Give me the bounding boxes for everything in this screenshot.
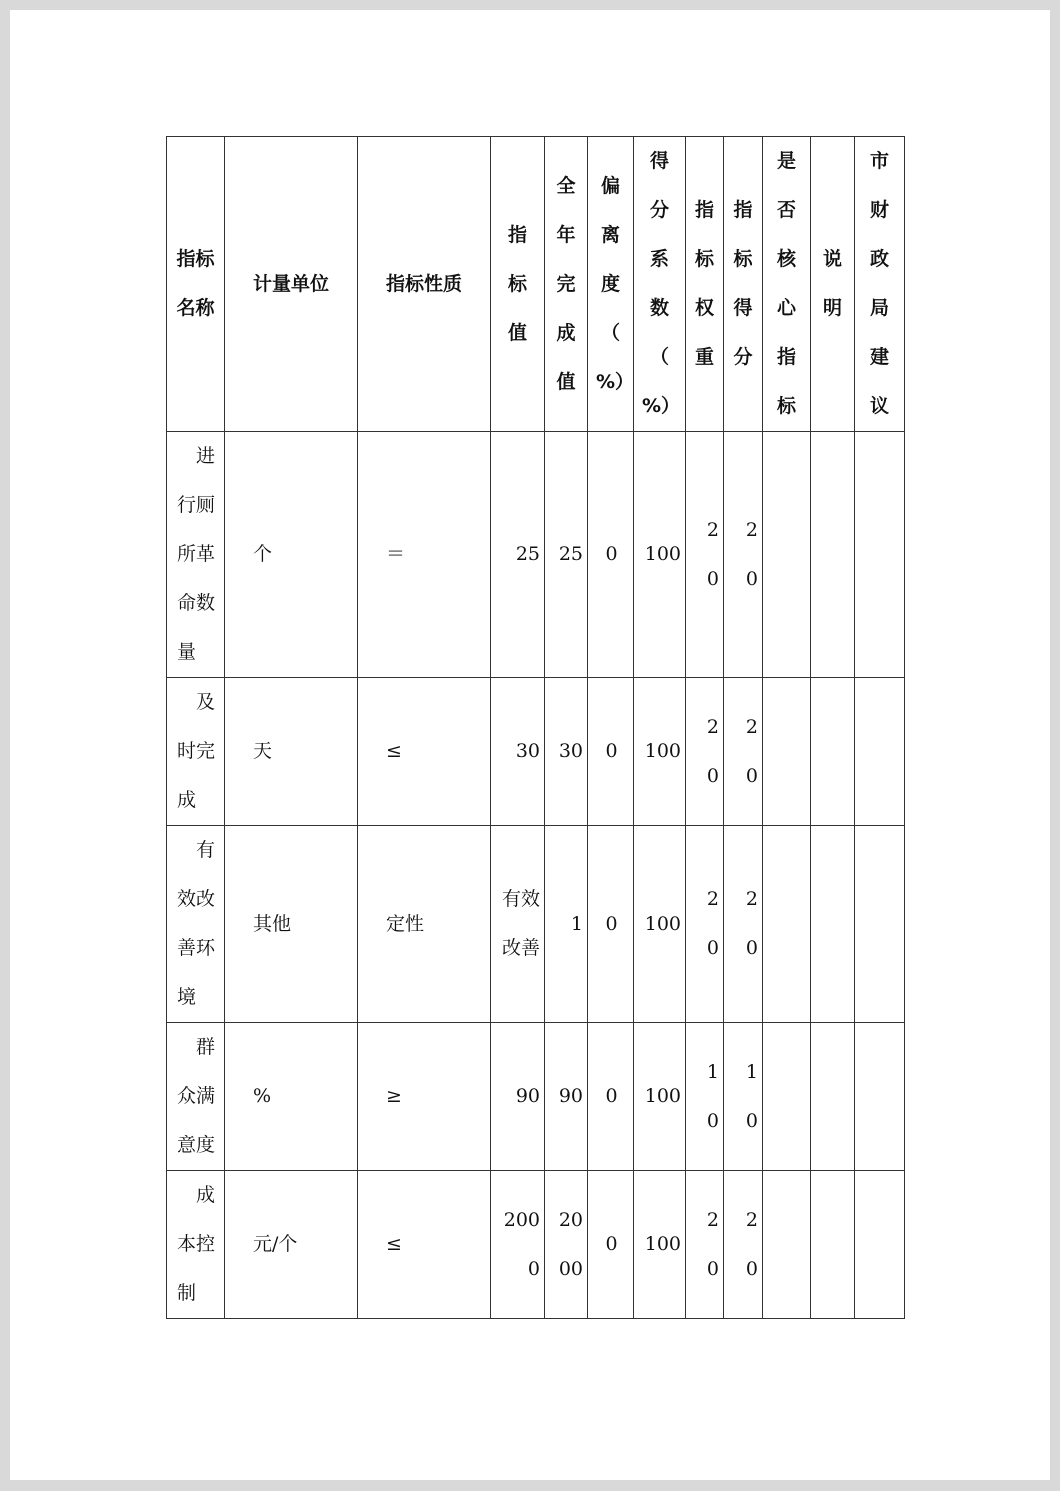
header-score: 指标得分 bbox=[724, 137, 763, 432]
cell-core-indicator bbox=[763, 432, 811, 678]
table-row bbox=[167, 678, 905, 826]
cell-finance-advice bbox=[855, 1023, 905, 1171]
cell-actual-value: 90 bbox=[545, 1023, 588, 1171]
header-unit: 计量单位 bbox=[225, 137, 358, 432]
table-row bbox=[167, 1023, 905, 1171]
cell-score: 20 bbox=[724, 432, 763, 678]
cell-score-coefficient: 100 bbox=[634, 1171, 686, 1319]
header-actual-value: 全年完成值 bbox=[545, 137, 588, 432]
cell-target-value: 90 bbox=[491, 1023, 545, 1171]
cell-finance-advice bbox=[855, 1171, 905, 1319]
header-nature: 指标性质 bbox=[358, 137, 491, 432]
cell-actual-value: 2000 bbox=[545, 1171, 588, 1319]
cell-note bbox=[811, 432, 855, 678]
cell-score: 20 bbox=[724, 678, 763, 826]
cell-target-value: 有效改善 bbox=[491, 826, 545, 1023]
cell-actual-value: 1 bbox=[545, 826, 588, 1023]
cell-indicator-name: 及时完成 bbox=[167, 678, 225, 826]
cell-note bbox=[811, 678, 855, 826]
header-target-value: 指标值 bbox=[491, 137, 545, 432]
cell-finance-advice bbox=[855, 826, 905, 1023]
cell-note bbox=[811, 1023, 855, 1171]
header-note: 说明 bbox=[811, 137, 855, 432]
table-row bbox=[167, 826, 905, 1023]
cell-indicator-name: 成本控制 bbox=[167, 1171, 225, 1319]
cell-finance-advice bbox=[855, 678, 905, 826]
cell-deviation: 0 bbox=[588, 1171, 634, 1319]
cell-score-coefficient: 100 bbox=[634, 678, 686, 826]
header-weight: 指标权重 bbox=[686, 137, 724, 432]
table-row bbox=[167, 432, 905, 678]
cell-indicator-name: 进行厕所革命数量 bbox=[167, 432, 225, 678]
cell-indicator-name: 有效改善环境 bbox=[167, 826, 225, 1023]
cell-score-coefficient: 100 bbox=[634, 826, 686, 1023]
cell-unit: 其他 bbox=[225, 826, 358, 1023]
document-page bbox=[10, 10, 1050, 1480]
cell-score: 20 bbox=[724, 826, 763, 1023]
header-indicator-name: 指标名称 bbox=[167, 137, 225, 432]
cell-weight: 20 bbox=[686, 1171, 724, 1319]
cell-indicator-name: 群众满意度 bbox=[167, 1023, 225, 1171]
cell-score-coefficient: 100 bbox=[634, 432, 686, 678]
cell-note bbox=[811, 826, 855, 1023]
cell-deviation: 0 bbox=[588, 678, 634, 826]
cell-unit: 元/个 bbox=[225, 1171, 358, 1319]
cell-weight: 20 bbox=[686, 432, 724, 678]
cell-core-indicator bbox=[763, 826, 811, 1023]
cell-nature: ≤ bbox=[358, 1171, 491, 1319]
cell-core-indicator bbox=[763, 1023, 811, 1171]
header-deviation: 偏离度（%） bbox=[588, 137, 634, 432]
cell-score: 20 bbox=[724, 1171, 763, 1319]
cell-score: 10 bbox=[724, 1023, 763, 1171]
cell-core-indicator bbox=[763, 1171, 811, 1319]
table-header-row bbox=[167, 137, 905, 432]
cell-actual-value: 30 bbox=[545, 678, 588, 826]
cell-score-coefficient: 100 bbox=[634, 1023, 686, 1171]
cell-nature: ≥ bbox=[358, 1023, 491, 1171]
header-score-coefficient: 得分系数（%） bbox=[634, 137, 686, 432]
header-core-indicator: 是否核心指标 bbox=[763, 137, 811, 432]
cell-target-value: 25 bbox=[491, 432, 545, 678]
cell-target-value: 30 bbox=[491, 678, 545, 826]
cell-unit: % bbox=[225, 1023, 358, 1171]
table-row bbox=[167, 1171, 905, 1319]
cell-nature: 定性 bbox=[358, 826, 491, 1023]
cell-unit: 个 bbox=[225, 432, 358, 678]
header-finance-advice: 市财政局建议 bbox=[855, 137, 905, 432]
cell-deviation: 0 bbox=[588, 432, 634, 678]
cell-nature: ≤ bbox=[358, 678, 491, 826]
cell-target-value: 2000 bbox=[491, 1171, 545, 1319]
cell-weight: 20 bbox=[686, 678, 724, 826]
cell-core-indicator bbox=[763, 678, 811, 826]
cell-note bbox=[811, 1171, 855, 1319]
cell-nature: ＝ bbox=[358, 432, 491, 678]
cell-deviation: 0 bbox=[588, 826, 634, 1023]
cell-unit: 天 bbox=[225, 678, 358, 826]
cell-finance-advice bbox=[855, 432, 905, 678]
cell-actual-value: 25 bbox=[545, 432, 588, 678]
cell-weight: 20 bbox=[686, 826, 724, 1023]
cell-weight: 10 bbox=[686, 1023, 724, 1171]
cell-deviation: 0 bbox=[588, 1023, 634, 1171]
performance-indicator-table bbox=[166, 136, 905, 1319]
